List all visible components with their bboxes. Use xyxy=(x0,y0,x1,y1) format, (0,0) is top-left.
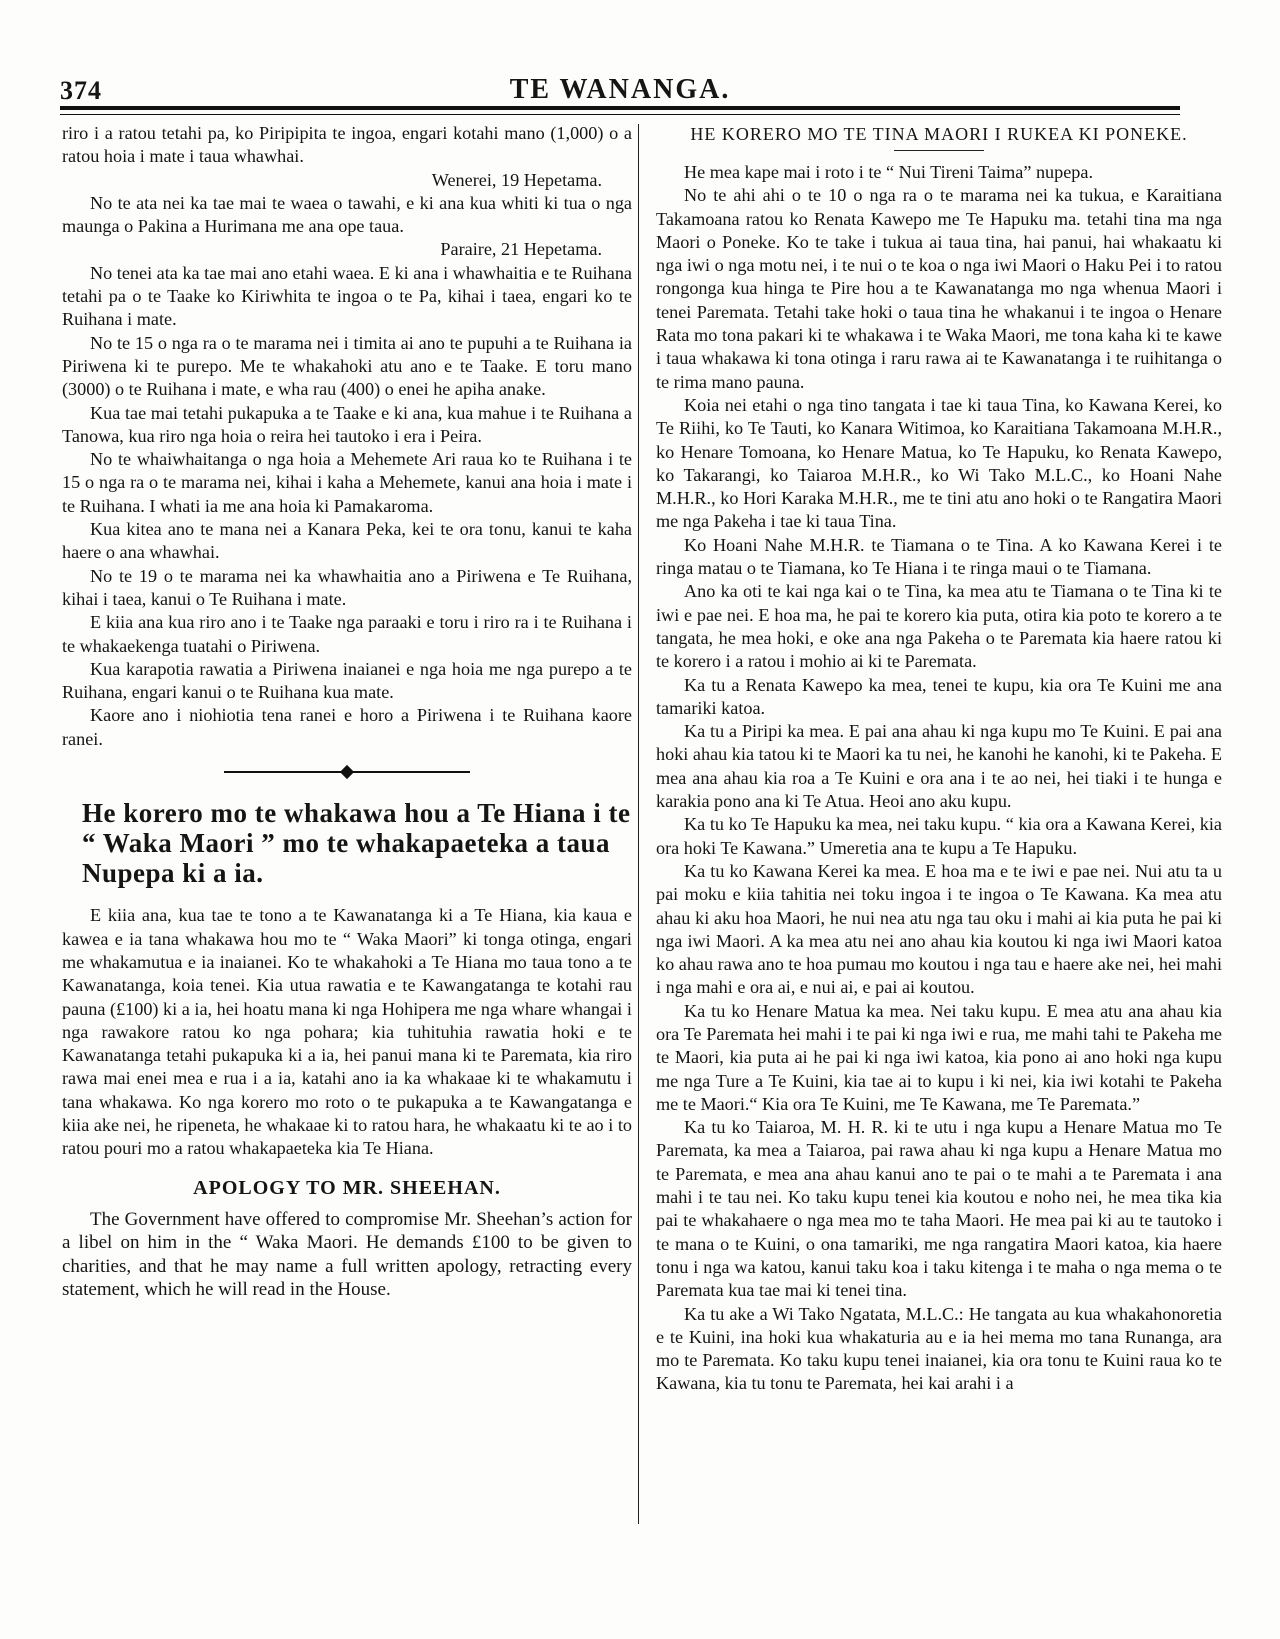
dateline: Wenerei, 19 Hepetama. xyxy=(431,169,602,190)
paragraph: E kiia ana kua riro ano i te Taake nga paraaki e toru i riro ra i te Ruihana i te whakaekenga tuatahi o Piriwena. xyxy=(62,612,632,656)
paragraph: He mea kape mai i roto i te “ Nui Tireni Taima” nupepa. xyxy=(684,162,1094,182)
paragraph: E kiia ana, kua tae te tono a te Kawanatanga ki a Te Hiana, kia kaua e kawea e ia tana whakawa hou mo te “ Waka Maori” ki tonga otinga, engari me whakamutua e ia inaianei. Ko te whakahoki a Te Hiana mo taua tono a te Kawanatanga, koia tenei. Kia utua rawatia e te Kawangatanga te kotahi rau pauna (£100) ki a ia, hei hoatu mana ki nga Hohipera me nga whare whangai i nga rawakore ratou ko nga pohara; kia tuhituhia rawatia hoki e te Kawanatanga tetahi pukapuka ki a ia, hei panui mana ki te Paremata, kia riro rawa mai enei mea e rua i a ia, katahi ano ia ka whakaae ki te whakamutu i tana whakawa. Ko nga korero mo roto o te pukapuka a te Kawangatanga e kiia ake nei, he ripeneta, he whakaae ki to ratou hara, he whakaatu ki te ao i to ratou pouri mo a ratou whakapaeteka kia Te Hiana. xyxy=(62,905,632,1159)
header-rule-thick xyxy=(60,106,1180,110)
paragraph: No tenei ata ka tae mai ano etahi waea. E ki ana i whawhaitia e te Ruihana tetahi pa o te Taake ko Kiriwhita te ingoa o te Pa, kihai i taea, engari ko te Ruihana i mate. xyxy=(62,262,632,330)
paragraph: No te whaiwhaitanga o nga hoia a Mehemete Ari raua ko te Ruihana i te 15 o nga ra o te marama nei, kihai i kaha a Mehemete, kanui ana hoia i mate i te Ruihana. I whati ia me ana hoia ki Pamakaroma. xyxy=(62,449,632,516)
title-rule xyxy=(894,150,984,151)
paragraph: No te ahi ahi o te 10 o nga ra o te marama nei ka tukua, e Karaitiana Takamoana ratou ko Renata Kawepo me Te Hapuku ma. tetahi tina ma nga Maori o Poneke. Ko te take i tukua ai taua tina, hai panui, hai whakaatu ki nga iwi o nga motu nei, i te nui o te koa o nga iwi Maori o Haku Pei i to ratou rongonga kua hinga te Pire hou a te Kawanatanga mo nga whenua Maori i tenei Paremata. Tetahi take hoki o taua tina he whakanui i te ingoa o Henare Rata mo tona pakari ki te whakawa i te Waka Maori, me tona kaha ki te kawe i taua whakawa ki tona otinga i raru rawa ai te Kawanatanga i te ruihitanga o te rima mano pauna. xyxy=(656,185,1222,392)
paragraph: Ka tu ko Taiaroa, M. H. R. ki te utu i nga kupu a Henare Matua mo Te Paremata, ka mea a Taiaroa, pai rawa ahau ki nga kupu a Henare Matua mo te Paremata, e mea ana ahau kanui ano te pai o te mahi a te Paremata i ana mahi i te tau nei. Ko taku kupu tenei kia koutou e noho nei, he mea tika kia pai te whakahaere o nga mea mo te taha Maori. He mea pai ki au te tautoko i te mana o te Kuini, o ona tamariki, me nga rangatira Maori katoa, kia haere tonu i nga wa katou, kanui taku koa i taku kitenga i te maha o nga mema o te Paremata kua tae mai ki tenei tina. xyxy=(656,1117,1222,1301)
paragraph: Ka tu ko Henare Matua ka mea. Nei taku kupu. E mea atu ana ahau kia ora Te Paremata hei mahi i te pai ki nga iwi e rua, me mahi tahi te Pakeha me te Maori, kia puta ai he pai ki nga iwi katoa, kia pono ai ano hoki nga kupu me nga Ture a Te Kuini, kia tae ai to kupu i ki nei, kia iwi kotahi te Pakeha me te Maori.“ Kia ora Te Kuini, me Te Kawana, me Te Paremata.” xyxy=(656,1000,1222,1114)
paragraph: Ano ka oti te kai nga kai o te Tina, ka mea atu te Tiamana o te Tina ki te iwi e pae nei. E hoa ma, he pai te korero kia puta, otira kia poto te korero a te tangata, he mea hoki, e oke ana nga Pakeha o te Paremata kia haere ratou ki te korero i a ratou i mohio ai ki te Paremata. xyxy=(656,581,1222,672)
paragraph: Ka tu a Piripi ka mea. E pai ana ahau ki nga kupu mo Te Kuini. E pai ana hoki ahau kia tatou ki te Maori ka tu nei, he kanohi he kanohi, ki te Pakeha. E mea ana ahau kia roa a Te Kuini e ora ana i te ao nei, hei tiaki i te hunga e karakia pono ana ki Te Atua. Heoi ano aku kupu. xyxy=(656,721,1222,812)
apology-paragraph: The Government have offered to compromise Mr. Sheehan’s action for a libel on him in the “ Waka Maori. He demands £100 to be given to charities, and that he may name a full written apology, retracting every statement, which he will read in the House. xyxy=(62,1208,632,1301)
paragraph: riro i a ratou tetahi pa, ko Piripipita te ingoa, engari kotahi mano (1,000) o a ratou hoia i mate i taua whawhai. xyxy=(62,123,632,167)
apology-title: APOLOGY TO MR. SHEEHAN. xyxy=(193,1176,501,1199)
article-headline: He korero mo te whakawa hou a Te Hiana i te “ Waka Maori ” mo te whakapaeteka a taua Nupepa ki a ia. xyxy=(82,798,631,889)
newspaper-title: TE WANANGA. xyxy=(509,74,731,105)
header-rule-thin xyxy=(60,114,1180,115)
paragraph: No te 19 o te marama nei ka whawhaitia ano a Piriwena e Te Ruihana, kihai i taea, kanui o Te Ruihana i mate. xyxy=(62,565,632,609)
section-ornament xyxy=(62,759,632,782)
column-divider xyxy=(638,124,639,1524)
paragraph: Ka tu a Renata Kawepo ka mea, tenei te kupu, kia ora Te Kuini me ana tamariki katoa. xyxy=(656,674,1222,718)
paragraph: No te 15 o nga ra o te marama nei i timita ai ano te pupuhi a te Ruihana ia Piriwena ki te purepo. Me te whakahoki atu ano e te Taake. E toru mano (3000) o te Ruihana i mate, e wha rau (400) o enei he apiha anake. xyxy=(62,332,632,400)
paragraph: Kua tae mai tetahi pukapuka a te Taake e ki ana, kua mahue i te Ruihana a Tanowa, kua riro nga hoia o reira hei tautoko i era i Peira. xyxy=(62,402,632,446)
dateline: Paraire, 21 Hepetama. xyxy=(440,239,602,260)
paragraph: No te ata nei ka tae mai te waea o tawahi, e ki ana kua whiti ki tua o nga maunga o Pakina a Hurimana me ana ope taua. xyxy=(62,192,632,237)
right-column xyxy=(656,122,1222,1396)
paragraph: Ko Hoani Nahe M.H.R. te Tiamana o te Tina. A ko Kawana Kerei i te ringa matau o te Tiamana, ko Te Hiana i te ringa maui o te Tiamana. xyxy=(656,534,1222,579)
article-title: HE KORERO MO TE TINA MAORI I RUKEA KI PONEKE. xyxy=(690,124,1188,144)
apology-section xyxy=(62,1177,632,1302)
paragraph: Koia nei etahi o nga tino tangata i tae ki taua Tina, ko Kawana Kerei, ko Te Riihi, ko Te Tauti, ko Kanara Witimoa, ko Karaitiana Takamoana M.H.R., ko Henare Tomoana, ko Henare Matua, ko Te Hapuku, ko Renata Kawepo, ko Takarangi, ko Taiaroa M.H.R., ko Wi Tako M.L.C., ko Hoani Nahe M.H.R., ko Hori Karaka M.H.R., me te tini atu ano hoki o te Rangatira Maori me nga Pakeha i tae ki taua Tina. xyxy=(656,394,1222,532)
paragraph: Ka tu ko Te Hapuku ka mea, nei taku kupu. “ kia ora a Kawana Kerei, kia ora hoki Te Kawana.” Umeretia ana te kupu a Te Hapuku. xyxy=(656,814,1222,858)
paragraph: Ka tu ko Kawana Kerei ka mea. E hoa ma e te iwi e pae nei. Nui atu ta u pai moku e kiia tahitia nei toku ingoa i te ingoa o Te Kawana. Ka mea atu ahau ki aku hoa Maori, he nui nea atu nga tau oku i mahi ai kia puta he pai ki nga iwi Maori. A ka mea atu nei ano ahau kia koutou ki nga iwi Maori katoa ko ahau rawa ano te hoa pumau mo koutou i nga tau e haere ake nei, hei mahi i nga mahi e ora ai, e nui ai, e pai ai koutou. xyxy=(656,860,1222,998)
left-column xyxy=(62,122,632,1302)
page-number: 374 xyxy=(60,76,102,105)
paragraph: Ka tu ake a Wi Tako Ngatata, M.L.C.: He tangata au kua whakahonoretia e te Kuini, ina hoki kua whakaturia au e ia hei mema mo tana Runanga, ara mo te Paremata. Ko taku kupu tenei inaianei, kia ora tonu te Kuini raua ko te Kawana, kia tu tonu te Paremata, hei kai arahi i a xyxy=(656,1303,1222,1394)
paragraph: Kua karapotia rawatia a Piriwena inaianei e nga hoia me nga purepo a te Ruihana, engari kanui o te Ruihana kua mate. xyxy=(62,658,632,703)
paragraph: Kua kitea ano te mana nei a Kanara Peka, kei te ora tonu, kanui te kaha haere o ana whawhai. xyxy=(62,519,632,563)
paragraph: Kaore ano i niohiotia tena ranei e horo a Piriwena i te Ruihana kaore ranei. xyxy=(62,705,632,749)
